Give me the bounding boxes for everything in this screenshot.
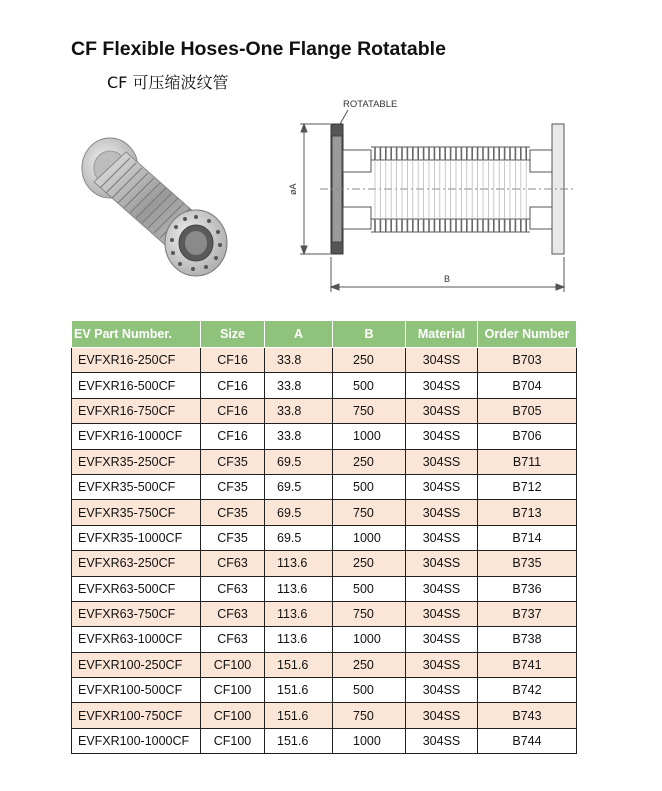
order-number-cell: B714 bbox=[478, 525, 577, 550]
size-cell: CF16 bbox=[201, 373, 265, 398]
order-number-cell: B744 bbox=[478, 728, 577, 753]
part-number-cell: EVFXR35-750CF bbox=[72, 500, 201, 525]
b-cell: 1000 bbox=[333, 525, 406, 550]
part-number-cell: EVFXR100-750CF bbox=[72, 703, 201, 728]
order-number-cell: B705 bbox=[478, 398, 577, 423]
material-cell: 304SS bbox=[406, 449, 478, 474]
rotatable-label: ROTATABLE bbox=[343, 99, 398, 110]
part-number-cell: EVFXR100-250CF bbox=[72, 652, 201, 677]
b-cell: 250 bbox=[333, 348, 406, 373]
table-row bbox=[72, 398, 577, 423]
a-cell: 113.6 bbox=[265, 576, 333, 601]
b-cell: 750 bbox=[333, 500, 406, 525]
table-row bbox=[72, 627, 577, 652]
b-cell: 750 bbox=[333, 398, 406, 423]
table-row bbox=[72, 678, 577, 703]
dim-b-label: B bbox=[444, 274, 451, 284]
order-number-cell: B703 bbox=[478, 348, 577, 373]
material-cell: 304SS bbox=[406, 627, 478, 652]
order-number-cell: B711 bbox=[478, 449, 577, 474]
b-cell: 500 bbox=[333, 373, 406, 398]
a-cell: 69.5 bbox=[265, 449, 333, 474]
a-cell: 113.6 bbox=[265, 601, 333, 626]
table-row bbox=[72, 424, 577, 449]
material-cell: 304SS bbox=[406, 678, 478, 703]
size-cell: CF63 bbox=[201, 601, 265, 626]
size-cell: CF63 bbox=[201, 551, 265, 576]
table-row bbox=[72, 348, 577, 373]
part-number-cell: EVFXR63-500CF bbox=[72, 576, 201, 601]
part-number-cell: EVFXR16-500CF bbox=[72, 373, 201, 398]
table-row bbox=[72, 551, 577, 576]
order-number-cell: B737 bbox=[478, 601, 577, 626]
b-cell: 500 bbox=[333, 678, 406, 703]
size-cell: CF35 bbox=[201, 500, 265, 525]
order-number-cell: B742 bbox=[478, 678, 577, 703]
order-number-cell: B736 bbox=[478, 576, 577, 601]
page-title: CF Flexible Hoses-One Flange Rotatable bbox=[71, 38, 446, 60]
material-cell: 304SS bbox=[406, 576, 478, 601]
order-number-cell: B713 bbox=[478, 500, 577, 525]
part-number-cell: EVFXR35-500CF bbox=[72, 474, 201, 499]
material-cell: 304SS bbox=[406, 398, 478, 423]
table-row bbox=[72, 525, 577, 550]
part-number-cell: EVFXR63-1000CF bbox=[72, 627, 201, 652]
a-cell: 151.6 bbox=[265, 703, 333, 728]
table-row bbox=[72, 474, 577, 499]
b-cell: 750 bbox=[333, 703, 406, 728]
material-cell: 304SS bbox=[406, 703, 478, 728]
col-header-a: A bbox=[265, 321, 333, 348]
part-number-cell: EVFXR100-1000CF bbox=[72, 728, 201, 753]
material-cell: 304SS bbox=[406, 474, 478, 499]
b-cell: 1000 bbox=[333, 424, 406, 449]
size-cell: CF100 bbox=[201, 652, 265, 677]
table-row bbox=[72, 703, 577, 728]
size-cell: CF63 bbox=[201, 627, 265, 652]
size-cell: CF35 bbox=[201, 474, 265, 499]
size-cell: CF100 bbox=[201, 678, 265, 703]
b-cell: 1000 bbox=[333, 728, 406, 753]
part-number-cell: EVFXR63-750CF bbox=[72, 601, 201, 626]
a-cell: 151.6 bbox=[265, 652, 333, 677]
size-cell: CF100 bbox=[201, 728, 265, 753]
order-number-cell: B738 bbox=[478, 627, 577, 652]
size-cell: CF16 bbox=[201, 348, 265, 373]
order-number-cell: B743 bbox=[478, 703, 577, 728]
table-row bbox=[72, 500, 577, 525]
a-cell: 33.8 bbox=[265, 424, 333, 449]
table-row bbox=[72, 449, 577, 474]
order-number-cell: B706 bbox=[478, 424, 577, 449]
a-cell: 151.6 bbox=[265, 678, 333, 703]
size-cell: CF16 bbox=[201, 424, 265, 449]
size-cell: CF100 bbox=[201, 703, 265, 728]
a-cell: 69.5 bbox=[265, 474, 333, 499]
order-number-cell: B735 bbox=[478, 551, 577, 576]
material-cell: 304SS bbox=[406, 525, 478, 550]
b-cell: 250 bbox=[333, 652, 406, 677]
material-cell: 304SS bbox=[406, 424, 478, 449]
table-header-row bbox=[72, 321, 577, 348]
size-cell: CF63 bbox=[201, 576, 265, 601]
part-number-cell: EVFXR16-750CF bbox=[72, 398, 201, 423]
part-number-cell: EVFXR16-1000CF bbox=[72, 424, 201, 449]
table-row bbox=[72, 652, 577, 677]
table-row bbox=[72, 576, 577, 601]
a-cell: 33.8 bbox=[265, 373, 333, 398]
b-cell: 1000 bbox=[333, 627, 406, 652]
a-cell: 151.6 bbox=[265, 728, 333, 753]
part-number-cell: EVFXR35-1000CF bbox=[72, 525, 201, 550]
size-cell: CF35 bbox=[201, 525, 265, 550]
part-number-cell: EVFXR35-250CF bbox=[72, 449, 201, 474]
product-photo bbox=[72, 130, 232, 280]
col-header-material: Material bbox=[406, 321, 478, 348]
col-header-part-number: EV Part Number. bbox=[72, 321, 201, 348]
material-cell: 304SS bbox=[406, 348, 478, 373]
size-cell: CF16 bbox=[201, 398, 265, 423]
b-cell: 500 bbox=[333, 474, 406, 499]
order-number-cell: B712 bbox=[478, 474, 577, 499]
material-cell: 304SS bbox=[406, 373, 478, 398]
material-cell: 304SS bbox=[406, 652, 478, 677]
col-header-order-number: Order Number bbox=[478, 321, 577, 348]
table-row bbox=[72, 373, 577, 398]
page-subtitle: CF 可压缩波纹管 bbox=[107, 73, 229, 92]
b-cell: 250 bbox=[333, 551, 406, 576]
order-number-cell: B704 bbox=[478, 373, 577, 398]
a-cell: 69.5 bbox=[265, 500, 333, 525]
part-number-cell: EVFXR63-250CF bbox=[72, 551, 201, 576]
a-cell: 33.8 bbox=[265, 348, 333, 373]
front-flange bbox=[165, 210, 227, 276]
col-header-b: B bbox=[333, 321, 406, 348]
b-cell: 750 bbox=[333, 601, 406, 626]
a-cell: 113.6 bbox=[265, 627, 333, 652]
part-number-cell: EVFXR16-250CF bbox=[72, 348, 201, 373]
a-cell: 33.8 bbox=[265, 398, 333, 423]
a-cell: 69.5 bbox=[265, 525, 333, 550]
b-cell: 500 bbox=[333, 576, 406, 601]
material-cell: 304SS bbox=[406, 601, 478, 626]
col-header-size: Size bbox=[201, 321, 265, 348]
table-row bbox=[72, 728, 577, 753]
order-number-cell: B741 bbox=[478, 652, 577, 677]
b-cell: 250 bbox=[333, 449, 406, 474]
material-cell: 304SS bbox=[406, 728, 478, 753]
a-cell: 113.6 bbox=[265, 551, 333, 576]
material-cell: 304SS bbox=[406, 500, 478, 525]
part-number-cell: EVFXR100-500CF bbox=[72, 678, 201, 703]
technical-drawing bbox=[280, 92, 590, 297]
dim-a-label: øA bbox=[288, 183, 298, 195]
material-cell: 304SS bbox=[406, 551, 478, 576]
spec-table bbox=[71, 320, 577, 754]
table-row bbox=[72, 601, 577, 626]
size-cell: CF35 bbox=[201, 449, 265, 474]
